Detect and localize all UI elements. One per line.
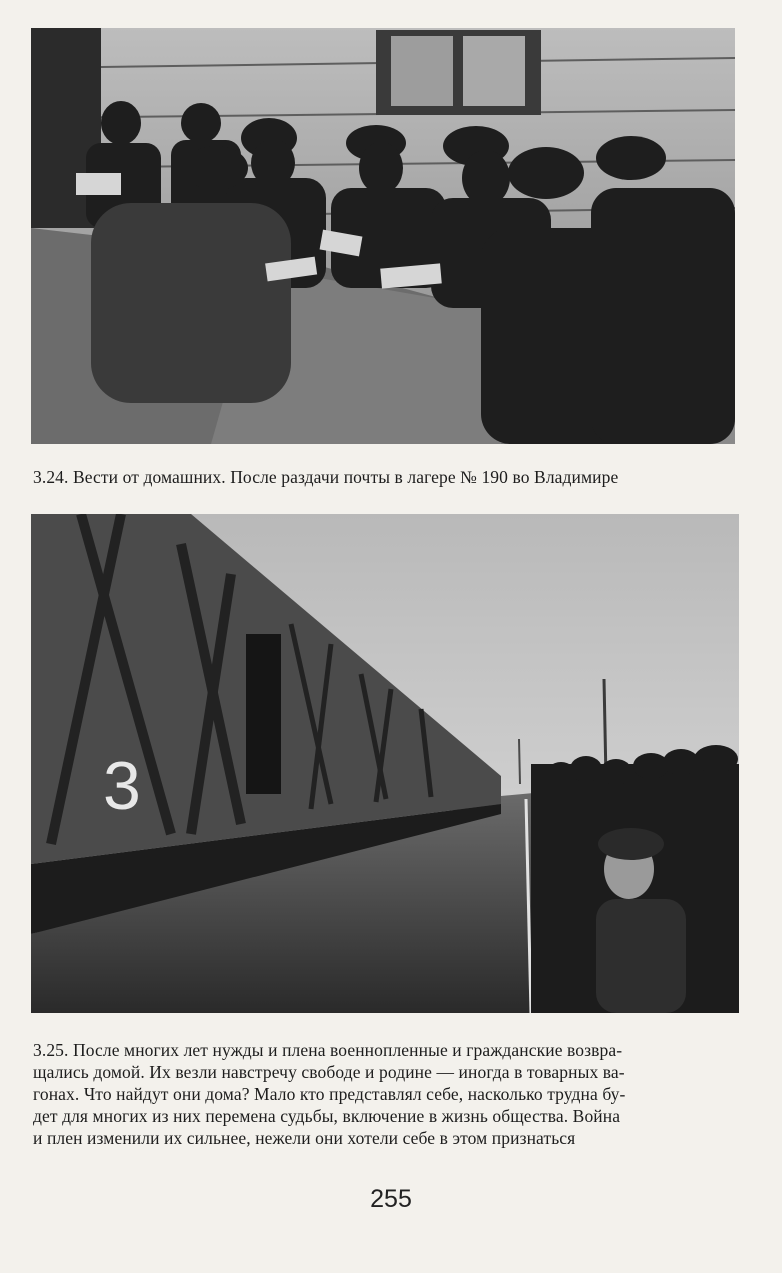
wagon-number-label: 3 bbox=[103, 748, 141, 824]
caption-line: дет для многих из них перемена судьбы, включение в жизнь общества. Война bbox=[33, 1106, 621, 1126]
figure-caption-3-25 bbox=[33, 1039, 743, 1149]
figure-caption-3-24: 3.24. Вести от домашних. После раздачи почты в лагере № 190 во Владимире bbox=[33, 467, 619, 487]
caption-line: щались домой. Их везли навстречу свободе и родине — иногда в товарных ва- bbox=[33, 1062, 625, 1082]
page-number: 255 bbox=[370, 1185, 412, 1213]
photo-freight-train-returning-prisoners bbox=[31, 514, 739, 1013]
caption-line: гонах. Что найдут они дома? Мало кто представлял себе, насколько трудна бу- bbox=[33, 1084, 626, 1104]
caption-line: 3.25. После многих лет нужды и плена военнопленные и гражданские возвра- bbox=[33, 1040, 623, 1060]
caption-line: и плен изменили их сильнее, нежели они хотели себе в этом признаться bbox=[33, 1128, 576, 1148]
photo-prisoners-reading-mail bbox=[31, 28, 735, 444]
